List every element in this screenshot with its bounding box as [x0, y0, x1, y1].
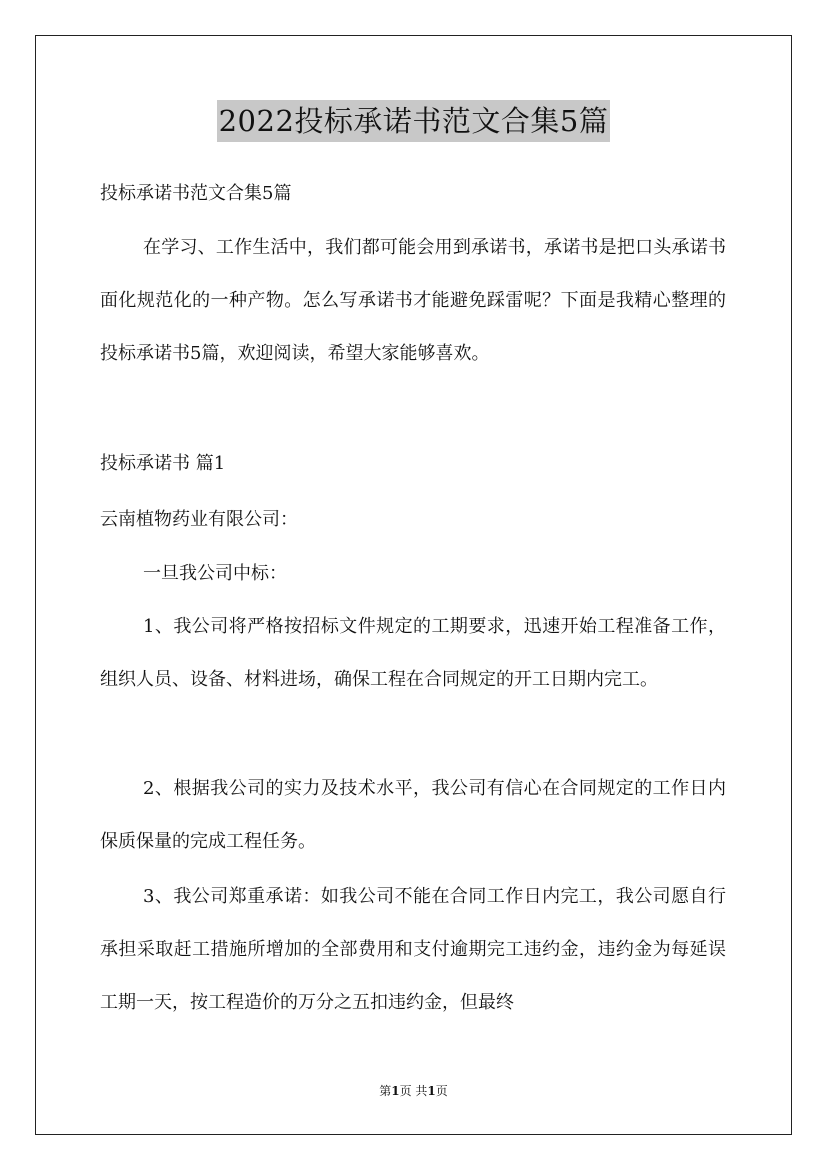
- footer-suffix: 页: [435, 1084, 448, 1098]
- title-container: [0, 100, 827, 142]
- footer-mid: 页 共: [399, 1084, 428, 1098]
- intro-paragraph: 在学习、工作生活中，我们都可能会用到承诺书，承诺书是把口头承诺书面化规范化的一种产物。怎么写承诺书才能避免踩雷呢？下面是我精心整理的投标承诺书5篇，欢迎阅读，希望大家能够喜欢。: [100, 237, 726, 364]
- item-paragraph: 3、我公司郑重承诺：如我公司不能在合同工作日内完工，我公司愿自行承担采取赶工措施所增加的全部费用和支付逾期完工违约金，违约金为每延误工期一天，按工程造价的万分之五扣违约金，但最终: [100, 886, 726, 1013]
- document-title: 2022投标承诺书范文合集5篇: [217, 100, 611, 142]
- item-paragraph: 2、根据我公司的实力及技术水平，我公司有信心在合同规定的工作日内保质保量的完成工程任务。: [100, 778, 726, 852]
- footer-prefix: 第: [379, 1084, 392, 1098]
- addressee: 云南植物药业有限公司：: [100, 509, 298, 530]
- item-paragraph: 1、我公司将严格按招标文件规定的工期要求，迅速开始工程准备工作，组织人员、设备、材料进场，确保工程在合同规定的开工日期内完工。: [100, 616, 726, 690]
- section-heading: 投标承诺书 篇1: [100, 453, 226, 474]
- lead-line: 一旦我公司中标：: [143, 563, 287, 584]
- footer-page-number: 1: [391, 1084, 400, 1098]
- subtitle: 投标承诺书范文合集5篇: [100, 183, 292, 204]
- footer-page-total: 1: [427, 1084, 436, 1098]
- page-footer: [0, 1082, 827, 1099]
